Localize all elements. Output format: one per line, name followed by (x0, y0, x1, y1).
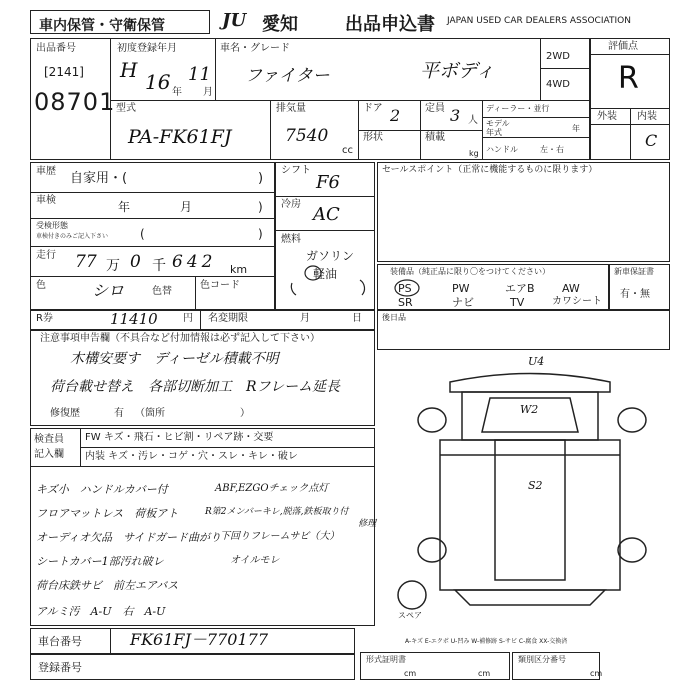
inspection-month-unit: 月 (180, 200, 193, 214)
ac-value: AC (313, 204, 340, 225)
model-year-unit: 年 (572, 124, 580, 133)
equipment-leather-seat: カワシート (552, 296, 602, 307)
inspector-remark-4: シートカバー1部汚れ破レ (36, 555, 164, 568)
registration-number-label: 登録番号 (38, 661, 82, 674)
recycle-value: 11410 (110, 310, 158, 328)
equipment-sr: SR (398, 296, 413, 309)
inspector-remark-2: フロアマットレス 荷板アト (36, 507, 179, 520)
inspector-remark-1: キズ小 ハンドルカバー付 (36, 483, 168, 496)
color-change-label: 色替 (152, 286, 172, 297)
history-close: ) (258, 171, 264, 186)
chassis-label: 車台番号 (38, 635, 82, 648)
doors-value: 2 (390, 106, 401, 125)
model-value: PA-FK61FJ (128, 126, 232, 148)
inspector-interior: 内装 キズ・汚レ・コゲ・穴・スレ・キレ・破レ (85, 451, 298, 462)
repair-label: 修復歴 (50, 408, 80, 419)
diagram-mark-u4: U4 (528, 355, 545, 368)
color-value: シロ (92, 281, 125, 300)
inspection-form-note: 車検付きのみご記入下さい (36, 233, 109, 240)
mileage-rest: 642 (172, 252, 217, 272)
damage-legend: A-キズ E-エクボ U-凹み W-補修跡 S-サビ C-腐食 XX-交換済 (405, 638, 568, 645)
notes-line2: 荷台載せ替え 各部切断加工 Rフレーム延長 (50, 379, 340, 395)
fuel-gasoline: ガソリン (306, 249, 355, 263)
lot-code: [2141] (44, 65, 84, 79)
displacement-value: 7540 (285, 126, 329, 146)
score-label: 評価点 (608, 41, 638, 52)
inspector-remark-right-2: R第2メンバーキレ,脱落,鉄板取り付 (205, 507, 349, 517)
mileage-unit: km (230, 263, 248, 276)
equipment-airbag: エアB (505, 282, 535, 295)
category-label: 類別区分番号 (518, 655, 566, 664)
repair-place: （箇所 (135, 408, 165, 419)
vehicle-name-label: 車名・グレード (220, 43, 290, 54)
inspection-label: 車検 (36, 195, 56, 206)
diagram-mark-w2: W2 (520, 403, 539, 416)
color-code-label: 色コード (200, 280, 240, 291)
model-year-label1: モデル (486, 119, 510, 128)
mileage-man: 77 (75, 252, 97, 272)
form-title: 出品申込書 (345, 14, 435, 35)
vehicle-name: ファイター (245, 66, 330, 86)
capacity-value: 3 (450, 106, 461, 125)
inspection-form-close: ) (258, 227, 263, 241)
color-label: 色 (36, 280, 46, 291)
handle-label: ハンドル (486, 145, 518, 154)
recycle-label: R券 (36, 313, 53, 324)
inspector-remark-right-3: 下回りフレームサビ（大） (220, 531, 340, 542)
dealer-label: ディーラー・並行 (486, 104, 550, 113)
category-cm: cm (590, 669, 603, 678)
association-name: JAPAN USED CAR DEALERS ASSOCIATION (447, 16, 631, 26)
notes-label: 注意事項申告欄（不具合など付加情報は必ず記入して下さい） (40, 333, 320, 344)
registration-year-unit: 年 (172, 87, 182, 98)
fuel-diesel: 軽油 (313, 267, 338, 281)
notes-line1: 木構安要す ディーゼル積載不明 (70, 351, 279, 367)
registration-year: 16 (145, 70, 171, 94)
inspection-form-open: ( (140, 227, 145, 241)
mileage-sen-unit: 千 (152, 258, 166, 274)
ac-label: 冷房 (281, 199, 301, 210)
equipment-pw: PW (452, 282, 470, 295)
inspector-remark-6: アルミ汚 A-U 右 A-U (36, 605, 166, 618)
drive-2wd: 2WD (546, 51, 570, 62)
shape-label: 形状 (363, 132, 383, 143)
ju-logo: JU (222, 10, 247, 31)
inspector-label2: 記入欄 (34, 449, 64, 460)
interior-label: 内装 (637, 111, 657, 122)
displacement-label: 排気量 (276, 103, 306, 114)
inspection-form-label: 受検形態 (36, 221, 68, 230)
exterior-label: 外装 (597, 111, 617, 122)
inspector-remark-3: オーディオ欠品 サイドガード曲がり (36, 531, 222, 544)
recycle-unit: 円 (183, 313, 193, 324)
registration-era: H (120, 58, 138, 82)
equipment-tv: TV (510, 296, 525, 309)
history-label: 車歴 (36, 166, 56, 177)
deadline-month: 月 (300, 313, 310, 324)
storage-label: 車内保管・守衛保管 (39, 18, 165, 34)
equipment-ps: PS (398, 282, 412, 295)
mileage-label: 走行 (36, 250, 56, 261)
fuel-label: 燃料 (281, 234, 301, 245)
inspector-label1: 検査員 (34, 434, 64, 445)
warranty-label: 新車保証書 (614, 267, 654, 276)
exterior-grade: C (645, 131, 658, 150)
inspector-remark-5: 荷台床鉄サビ 前左エアバス (36, 579, 179, 592)
mileage-sen: 0 (130, 252, 141, 272)
certificate-cm-2: cm (478, 669, 491, 678)
spare-label: スペア (398, 611, 422, 620)
equipment-aw: AW (562, 282, 580, 295)
inspector-exterior: FW キズ・飛石・ヒビ割・リペア跡・交要 (85, 432, 274, 443)
shift-label: シフト (281, 165, 311, 176)
inspection-year-unit: 年 (118, 200, 131, 214)
org-name: 愛知 (262, 14, 298, 35)
model-year-label2: 年式 (486, 128, 502, 137)
inspector-remark-right-4: オイルモレ (230, 555, 280, 566)
load-unit: kg (469, 149, 479, 158)
registration-label: 初度登録年月 (117, 43, 177, 54)
sales-point-label: セールスポイント（正常に機能するものに限ります） (382, 165, 598, 175)
equipment-label: 装備品（純正品に限り〇をつけてください） (390, 267, 550, 276)
repair-value: 有 (114, 408, 124, 419)
warranty-options: 有・無 (620, 289, 650, 300)
capacity-label: 定員 (425, 103, 445, 114)
load-label: 積載 (425, 132, 445, 143)
deadline-label: 名変期限 (208, 313, 248, 324)
vehicle-grade: 平ボディ (420, 60, 495, 82)
inspector-remark-right-extra: 修理 (358, 519, 377, 529)
lot-number: 08701 (34, 88, 116, 116)
certificate-cm-1: cm (404, 669, 417, 678)
inspection-close: ) (258, 200, 263, 214)
repair-close: ） (240, 408, 250, 419)
capacity-unit: 人 (468, 115, 478, 126)
registration-month: 11 (188, 64, 211, 85)
certificate-label: 形式証明書 (366, 655, 406, 664)
deadline-day: 日 (352, 313, 362, 324)
mileage-man-unit: 万 (106, 258, 120, 274)
model-label: 型式 (116, 103, 136, 114)
lot-number-label: 出品番号 (36, 43, 76, 54)
displacement-unit: cc (342, 145, 353, 156)
inspector-remark-right-1: ABF,EZGOチェック点灯 (215, 483, 329, 494)
post-equipment-label: 後日品 (382, 313, 406, 322)
registration-month-unit: 月 (203, 87, 213, 98)
doors-label: ドア (363, 103, 383, 114)
equipment-navi: ナビ (452, 296, 474, 309)
drive-4wd: 4WD (546, 79, 570, 90)
chassis-number: FK61FJ－770177 (130, 630, 269, 649)
score-value: R (618, 61, 639, 96)
handle-options: 左・右 (540, 145, 564, 154)
shift-value: F6 (316, 172, 340, 193)
history-value: 自家用・( (70, 171, 128, 186)
diagram-mark-s2: S2 (528, 479, 543, 492)
